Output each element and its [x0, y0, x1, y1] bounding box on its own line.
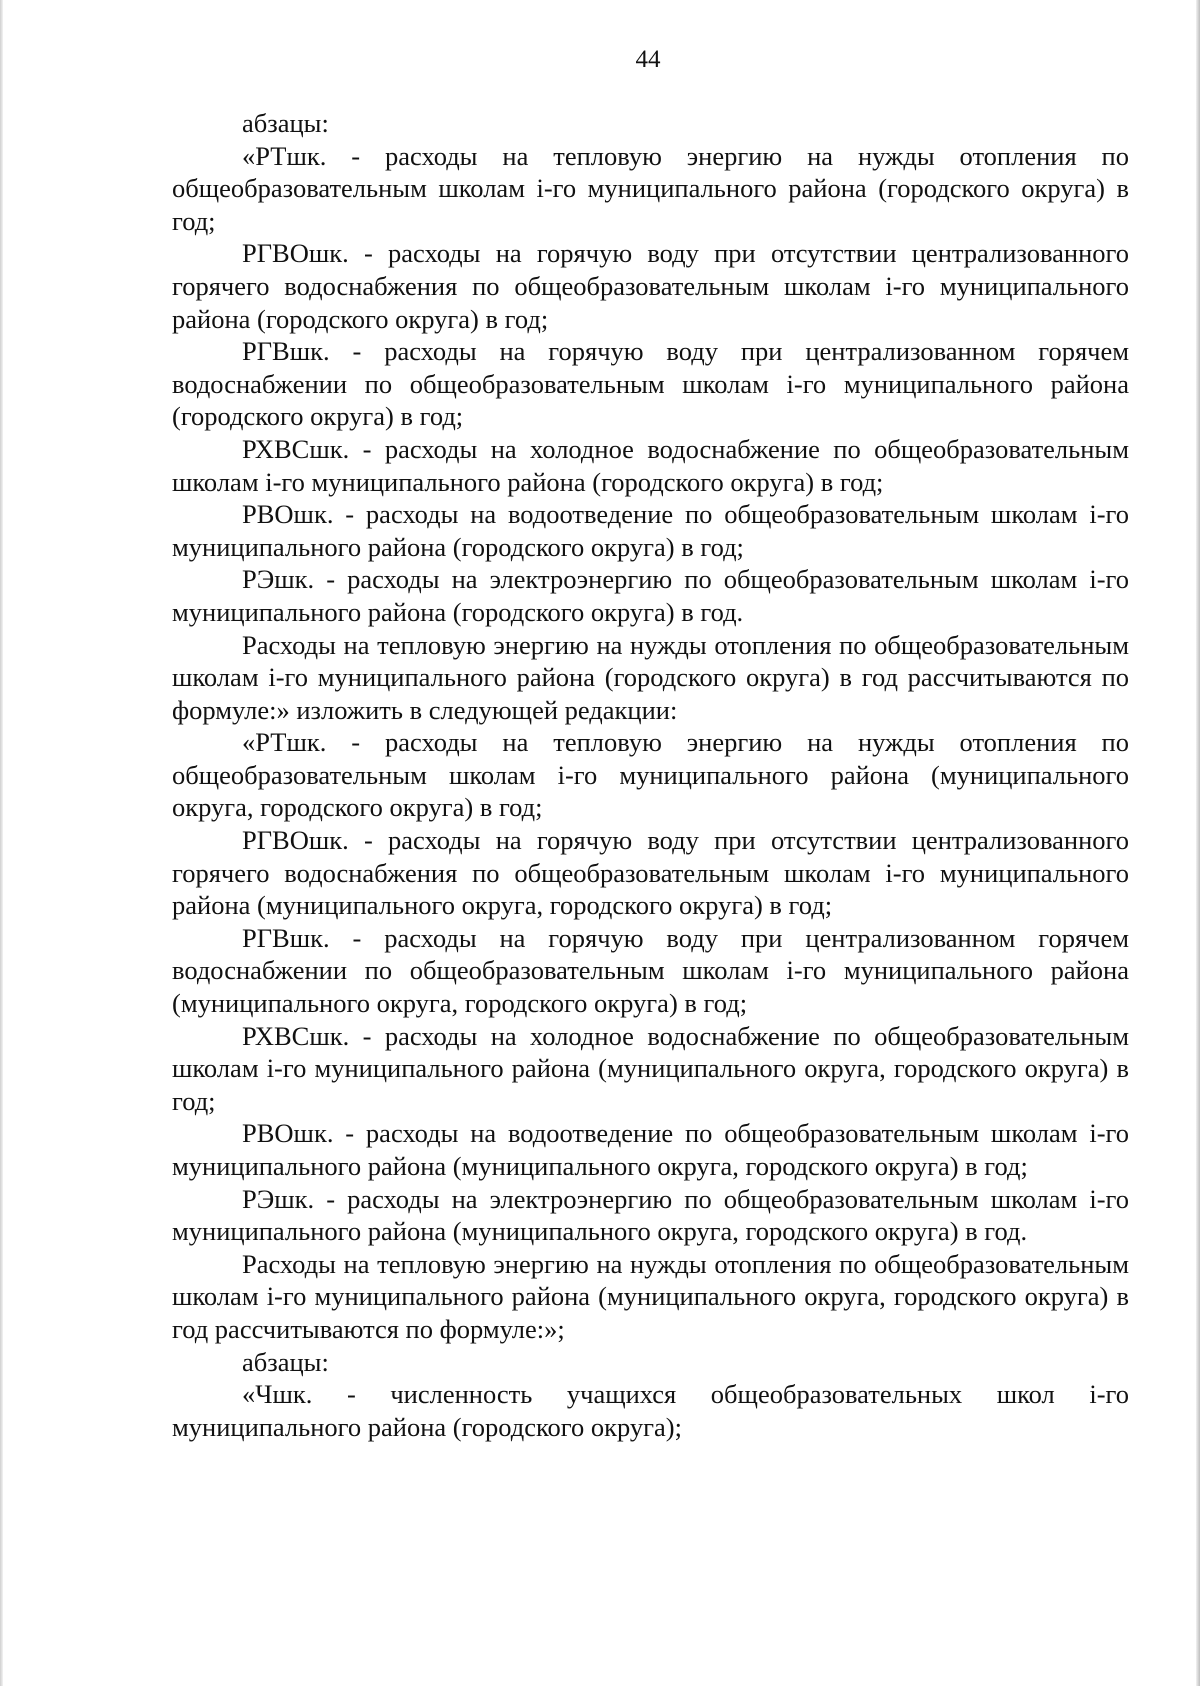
paragraph: РГВОшк. - расходы на горячую воду при отсутствии централизованного горячего водоснабжения по общеобразовательным школам i-го муниципального района (городского округа) в год; [172, 238, 1129, 334]
scan-edge-right [1196, 0, 1200, 1686]
paragraph: РХВСшк. - расходы на холодное водоснабжение по общеобразовательным школам i-го муниципального района (муниципального округа, городского округа) в год; [172, 1020, 1129, 1116]
paragraph: РЭшк. - расходы на электроэнергию по общеобразовательным школам i-го муниципального района (муниципального округа, городского округа) в год. [172, 1183, 1129, 1247]
paragraph: абзацы: [242, 1346, 329, 1377]
paragraph: РХВСшк. - расходы на холодное водоснабжение по общеобразовательным школам i-го муниципального района (городского округа) в год; [172, 433, 1129, 497]
page-number: 44 [635, 46, 661, 73]
scan-edge-left [0, 0, 3, 1686]
paragraph: «Чшк. - численность учащихся общеобразовательных школ i-го муниципального района (городского округа); [172, 1379, 1129, 1442]
paragraph: «РТшк. - расходы на тепловую энергию на нужды отопления по общеобразовательным школам i-го муниципального района (городского округа) в год; [172, 140, 1129, 236]
paragraph: РЭшк. - расходы на электроэнергию по общеобразовательным школам i-го муниципального района (городского округа) в год. [172, 564, 1129, 627]
document-body [172, 107, 1129, 1443]
paragraph: Расходы на тепловую энергию на нужды отопления по общеобразовательным школам i-го муниципального района (муниципального округа, городского округа) в год рассчитываются по формуле:»; [172, 1248, 1129, 1344]
paragraph: РГВОшк. - расходы на горячую воду при отсутствии централизованного горячего водоснабжения по общеобразовательным школам i-го муниципального района (муниципального округа, городского округа) в год; [172, 825, 1129, 921]
paragraph: РВОшк. - расходы на водоотведение по общеобразовательным школам i-го муниципального района (городского округа) в год; [172, 499, 1129, 562]
paragraph: Расходы на тепловую энергию на нужды отопления по общеобразовательным школам i-го муниципального района (городского округа) в год рассчитываются по формуле:» изложить в следующей редакции: [172, 629, 1129, 725]
paragraph: абзацы: [242, 108, 329, 138]
paragraph: РГВшк. - расходы на горячую воду при централизованном горячем водоснабжении по общеобразовательным школам i-го муниципального района (городского округа) в год; [172, 336, 1129, 432]
paragraph: РГВшк. - расходы на горячую воду при централизованном горячем водоснабжении по общеобразовательным школам i-го муниципального района (муниципального округа, городского округа) в год; [172, 922, 1129, 1019]
paragraph: РВОшк. - расходы на водоотведение по общеобразовательным школам i-го муниципального района (муниципального округа, городского округа) в год; [172, 1118, 1129, 1181]
paragraph: «РТшк. - расходы на тепловую энергию на нужды отопления по общеобразовательным школам i-го муниципального района (муниципального округа, городского округа) в год; [172, 727, 1129, 823]
